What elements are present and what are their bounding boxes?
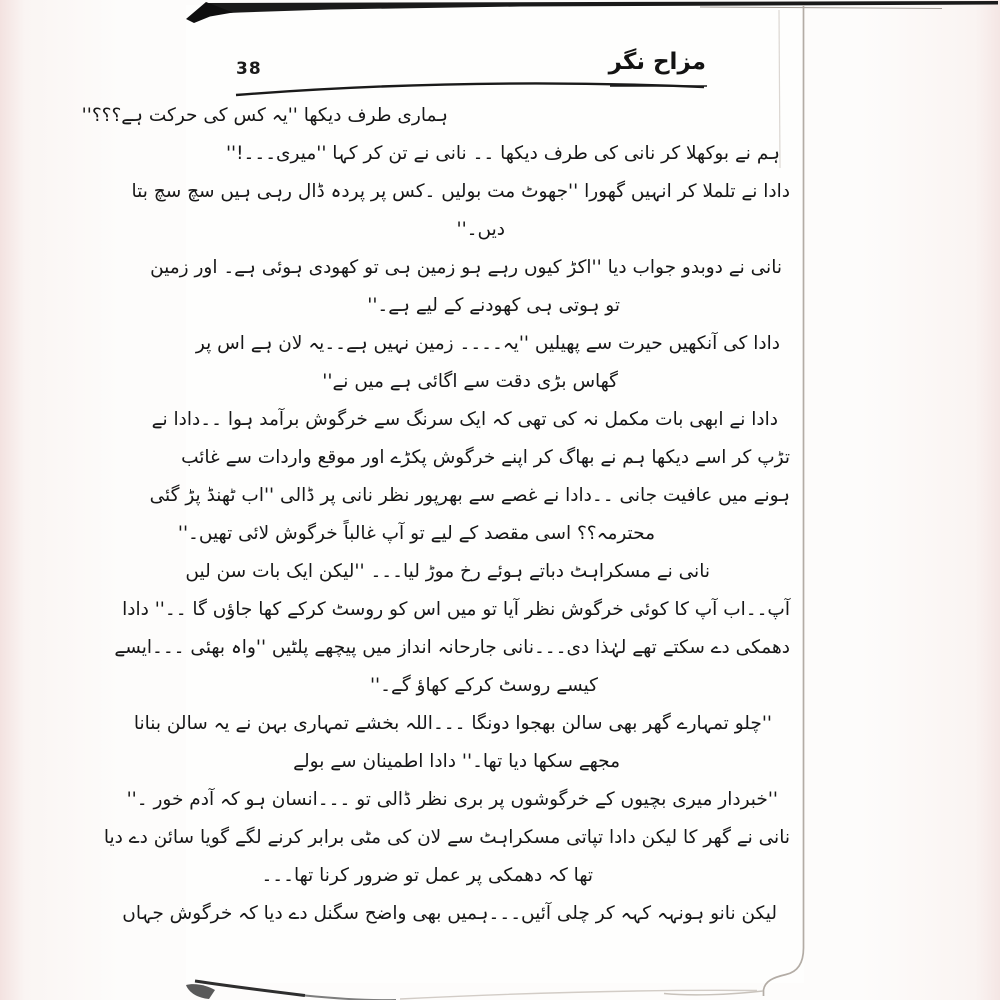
text-line: نانی نے مسکراہٹ دباتے ہوئے رخ موڑ لیا۔۔۔ ''لیکن ایک بات سن لیں bbox=[185, 561, 710, 582]
text-line: تھا کہ دھمکی پر عمل تو ضرور کرنا تھا۔۔۔ bbox=[261, 865, 593, 886]
text-line: ہماری طرف دیکھا ''یہ کس کی حرکت ہے؟؟؟'' bbox=[81, 105, 448, 126]
text-line: نانی نے دوبدو جواب دیا ''اکڑ کیوں رہے ہو زمین ہی تو کھودی ہوئی ہے۔ اور زمین bbox=[150, 257, 782, 278]
page-curl-bottom-left-dark bbox=[195, 981, 305, 996]
text-line: ''خبردار میری بچیوں کے خرگوشوں پر بری نظر ڈالی تو ۔۔۔انسان ہو کہ آدم خور ۔'' bbox=[126, 789, 778, 810]
page-curl-shadow-mid bbox=[400, 990, 757, 999]
text-line: دادا کی آنکھیں حیرت سے پھیلیں ''یہ۔۔۔۔ زمین نہیں ہے۔۔یہ لان ہے اس پر bbox=[195, 333, 780, 354]
text-line: محترمہ؟؟ اسی مقصد کے لیے تو آپ غالباً خرگوش لائی تھیں۔'' bbox=[177, 523, 655, 544]
book-title: مزاح نگر bbox=[608, 49, 706, 75]
text-line: ہم نے بوکھلا کر نانی کی طرف دیکھا ۔۔ نانی نے تن کر کہا ''میری۔۔۔!'' bbox=[225, 143, 780, 164]
text-line: ہونے میں عافیت جانی ۔۔دادا نے غصے سے بھرپور نظر نانی پر ڈالی ''اب ٹھنڈ پڑ گئی bbox=[149, 485, 790, 506]
text-line: نانی نے گھر کا لیکن دادا تپاتی مسکراہٹ سے لان کی مٹی برابر کرنے لگے گویا سائن دے دیا bbox=[103, 827, 790, 848]
text-line: دیں۔'' bbox=[456, 219, 505, 240]
page-curl-shadow-right bbox=[664, 991, 763, 995]
page-curl-bottom-left-fade bbox=[305, 996, 396, 1000]
text-line: دادا نے تلملا کر انہیں گھورا ''جھوٹ مت بولیں ۔کس پر پردہ ڈال رہی ہیں سچ سچ بتا bbox=[131, 181, 790, 202]
page-number: 38 bbox=[236, 59, 262, 79]
text-line: گھاس بڑی دقت سے اگائی ہے میں نے'' bbox=[322, 371, 618, 392]
text-line: ''چلو تمہارے گھر بھی سالن بھجوا دونگا ۔۔۔اللہ بخشے تمہاری بہن نے یہ سالن بنانا bbox=[133, 713, 772, 734]
text-line: تڑپ کر اسے دیکھا ہم نے بھاگ کر اپنے خرگوش پکڑے اور موقع واردات سے غائب bbox=[181, 447, 790, 468]
text-line: تو ہوتی ہی کھودنے کے لیے ہے۔'' bbox=[367, 295, 620, 316]
text-line: دھمکی دے سکتے تھے لہٰذا دی۔۔۔نانی جارحانہ انداز میں پیچھے پلٹیں ''واہ بھئی ۔۔۔ایسے bbox=[114, 637, 790, 658]
text-line: آپ۔۔اب آپ کا کوئی خرگوش نظر آیا تو میں اس کو روسٹ کرکے کھا جاؤں گا ۔۔'' دادا bbox=[122, 599, 790, 620]
text-line: مجھے سکھا دیا تھا۔'' دادا اطمینان سے بولے bbox=[293, 751, 620, 772]
text-line: لیکن نانو ہونہہ کہہ کر چلی آئیں۔۔۔ہمیں بھی واضح سگنل دے دیا کہ خرگوش جہاں bbox=[122, 903, 777, 924]
page-curl-corner-blob bbox=[186, 984, 215, 999]
text-line: دادا نے ابھی بات مکمل نہ کی تھی کہ ایک سرنگ سے خرگوش برآمد ہوا ۔۔دادا نے bbox=[151, 409, 778, 430]
body-text bbox=[81, 97, 790, 957]
text-line: کیسے روسٹ کرکے کھاؤ گے۔'' bbox=[369, 675, 598, 696]
